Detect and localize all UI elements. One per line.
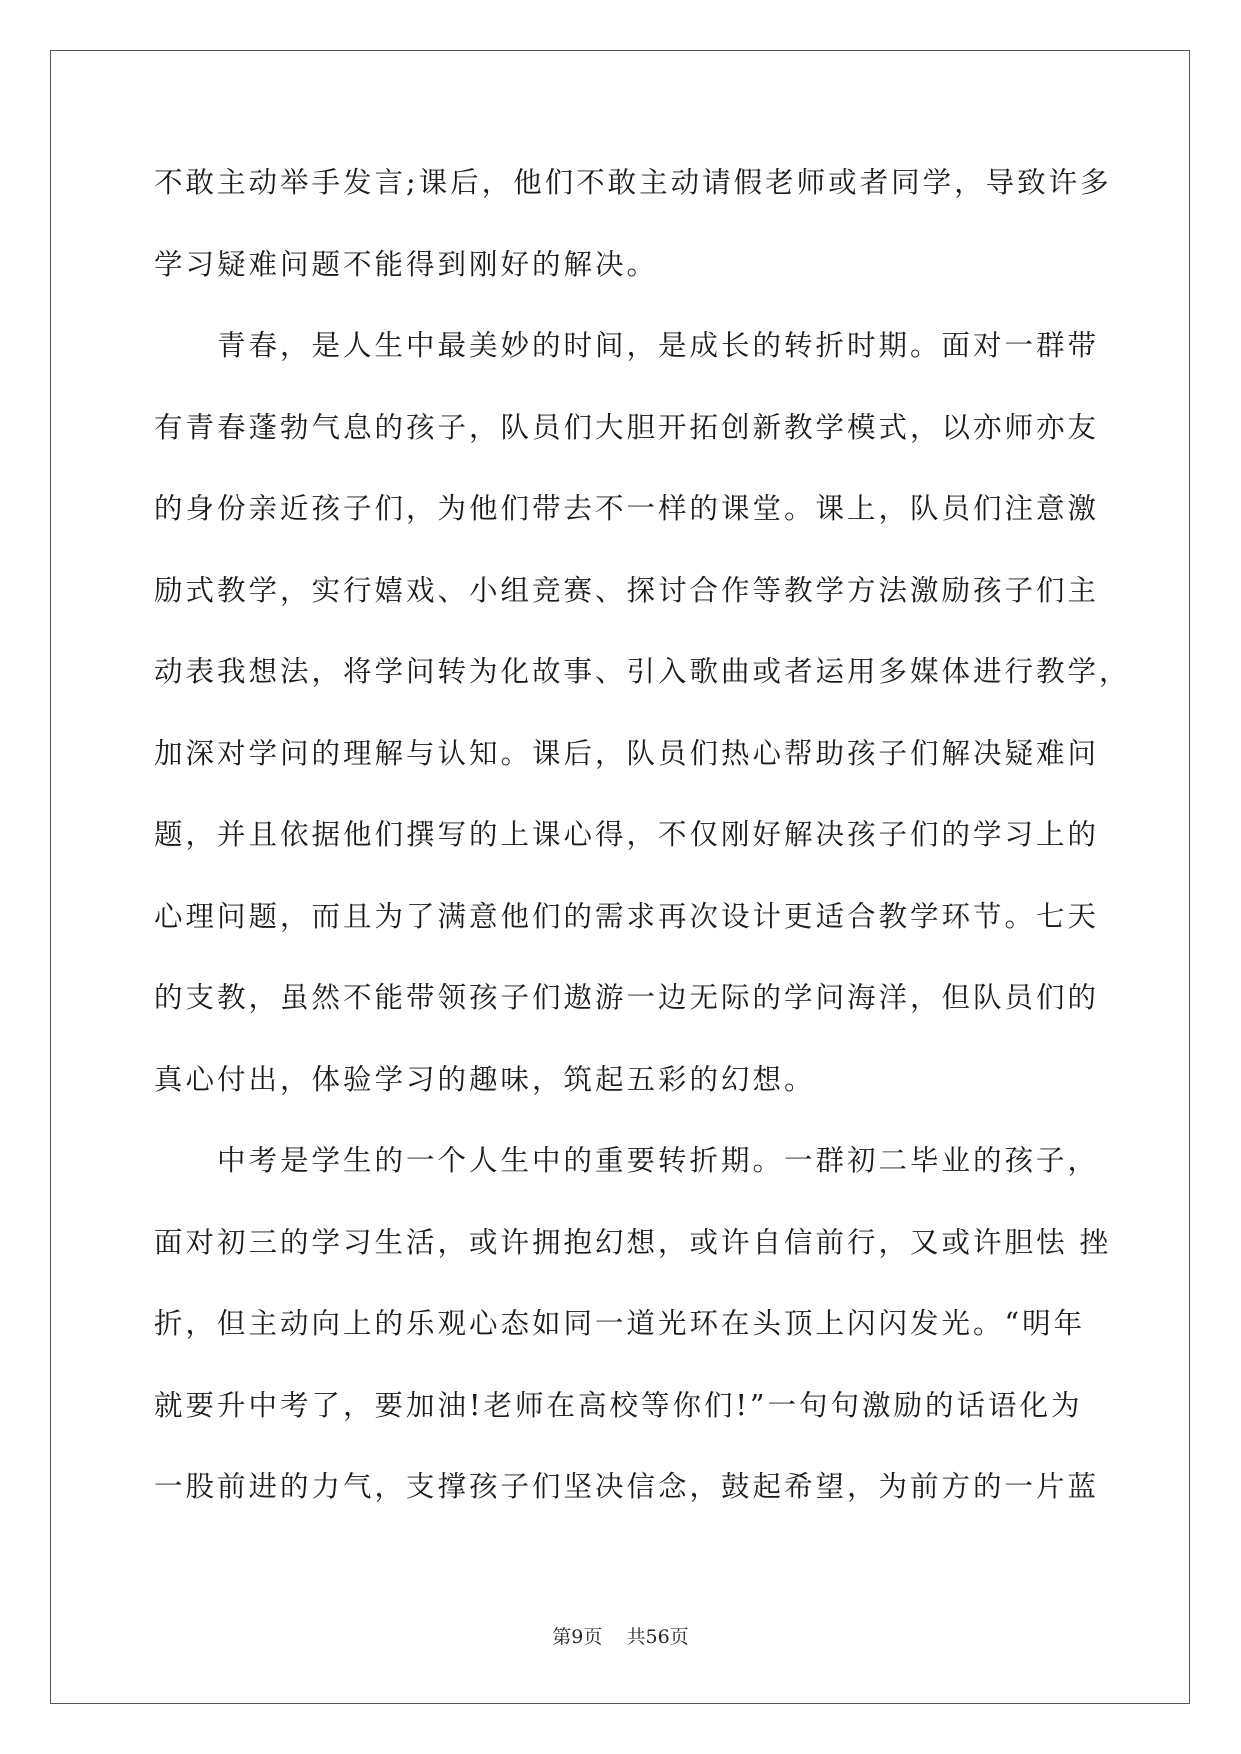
page-number-footer: 第9页 共56页: [552, 1626, 689, 1648]
paragraph-first-line: 青春，是人生中最美妙的时间，是成长的转折时期。面对一群带: [217, 329, 1100, 362]
paragraph-first-line: 中考是学生的一个人生中的重要转折期。一群初二毕业的孩子，: [217, 1144, 1100, 1177]
text-line: 励式教学，实行嬉戏、小组竞赛、探讨合作等教学方法激励孩子们主: [154, 573, 1100, 607]
document-body: [154, 158, 1131, 1544]
text-line: 面对初三的学习生活，或许拥抱幻想，或许自信前行，又或许胆怯 挫: [154, 1225, 1112, 1259]
text-line: 动表我想法，将学问转为化故事、引入歌曲或者运用多媒体进行教学，: [154, 655, 1131, 688]
text-line: 真心付出，体验学习的趣味，筑起五彩的幻想。: [154, 1062, 816, 1096]
text-line: 加深对学问的理解与认知。课后，队员们热心帮助孩子们解决疑难问: [154, 736, 1100, 770]
text-line: 就要升中考了，要加油!老师在高校等你们!”一句句激励的话语化为: [154, 1388, 1083, 1422]
text-line: 一股前进的力气，支撑孩子们坚决信念，鼓起希望，为前方的一片蓝: [154, 1470, 1100, 1503]
text-line: 不敢主动举手发言;课后，他们不敢主动请假老师或者同学，导致许多: [154, 166, 1112, 199]
text-line: 学习疑难问题不能得到刚好的解决。: [154, 247, 659, 281]
text-line: 的支教，虽然不能带领孩子们遨游一边无际的学问海洋，但队员们的: [154, 981, 1100, 1014]
text-line: 折，但主动向上的乐观心态如同一道光环在头顶上闪闪发光。“明年: [154, 1307, 1086, 1340]
text-line: 心理问题，而且为了满意他们的需求再次设计更适合教学环节。七天: [154, 899, 1100, 933]
text-line: 的身份亲近孩子们，为他们带去不一样的课堂。课上，队员们注意激: [154, 492, 1100, 525]
text-line: 有青春蓬勃气息的孩子，队员们大胆开拓创新教学模式，以亦师亦友: [154, 410, 1100, 444]
text-line: 题，并且依据他们撰写的上课心得，不仅刚好解决孩子们的学习上的: [154, 818, 1100, 851]
